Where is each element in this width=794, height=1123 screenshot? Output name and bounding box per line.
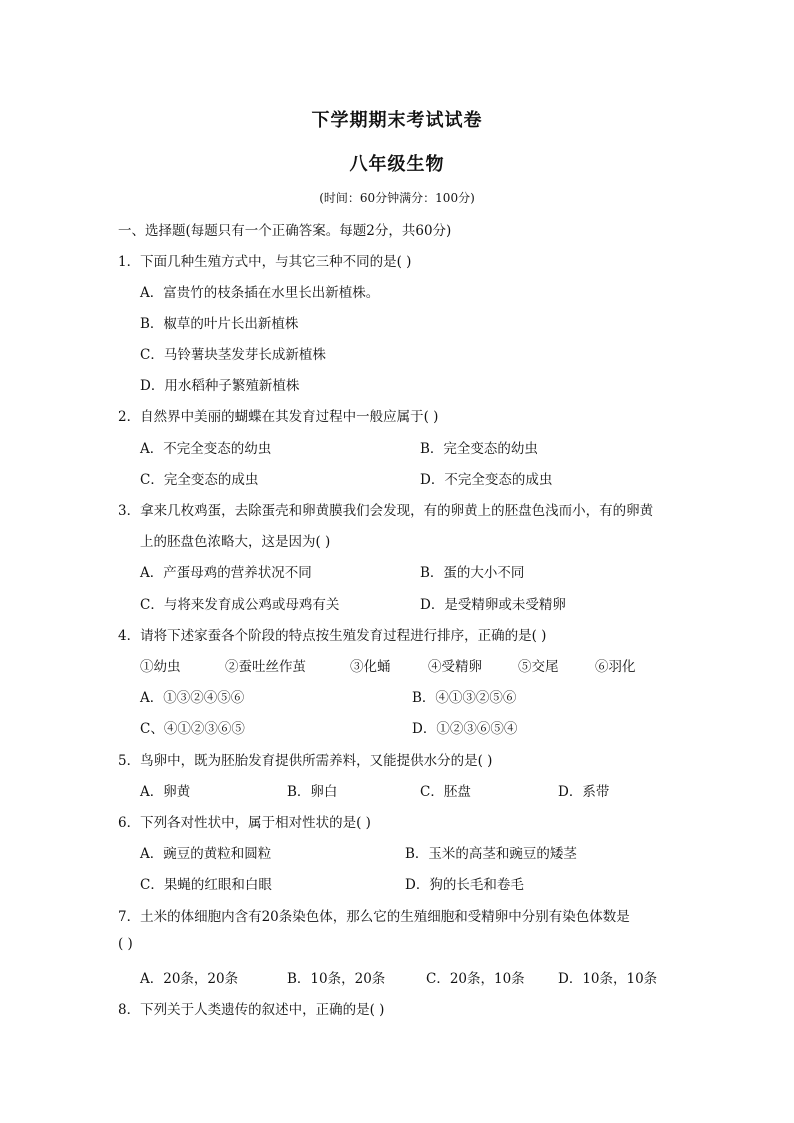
question-4-option-b: B．④①③②⑤⑥: [412, 690, 517, 706]
question-3-option-b: B．蛋的大小不同: [420, 565, 525, 581]
question-2-option-d: D．不完全变态的成虫: [420, 472, 553, 488]
question-6-option-a: A．豌豆的黄粒和圆粒: [140, 846, 272, 862]
question-7-stem: 7．土米的体细胞内含有20条染色体，那么它的生殖细胞和受精卵中分别有染色体数是: [118, 909, 630, 925]
question-2-option-c: C．完全变态的成虫: [140, 472, 259, 488]
question-1-option-d: D．用水稻种子繁殖新植株: [140, 378, 300, 394]
question-6-stem: 6．下列各对性状中，属于相对性状的是( ): [118, 815, 371, 831]
question-1-option-a: A．富贵竹的枝条插在水里长出新植株。: [140, 285, 380, 301]
question-2-stem: 2．自然界中美丽的蝴蝶在其发育过程中一般应属于( ): [118, 409, 439, 425]
question-3-option-a: A．产蛋母鸡的营养状况不同: [140, 565, 312, 581]
question-4-stage-4: ④受精卵: [428, 659, 482, 675]
question-8-stem: 8．下列关于人类遗传的叙述中，正确的是( ): [118, 1002, 385, 1018]
question-5-option-c: C．胚盘: [420, 784, 471, 800]
question-4-stem: 4．请将下述家蚕各个阶段的特点按生殖发育过程进行排序，正确的是( ): [118, 628, 547, 644]
question-3-stem-continued: 上的胚盘色浓略大，这是因为( ): [140, 534, 331, 550]
question-3-option-d: D．是受精卵或未受精卵: [420, 597, 566, 613]
question-4-option-c: C、④①②③⑥⑤: [140, 721, 245, 737]
question-7-option-a: A．20条，20条: [140, 971, 239, 987]
question-4-stage-1: ①幼虫: [140, 659, 181, 675]
exam-subject: 八年级生物: [349, 154, 445, 175]
question-1-option-b: B．椒草的叶片长出新植株: [140, 316, 299, 332]
exam-time-info: (时间：60分钟满分：100分): [319, 191, 475, 205]
question-7-stem-continued: ( ): [118, 936, 133, 952]
question-5-option-d: D．系带: [558, 784, 610, 800]
question-2-option-a: A．不完全变态的幼虫: [140, 441, 272, 457]
question-1-option-c: C．马铃薯块茎发芽长成新植株: [140, 347, 326, 363]
section-heading: 一、选择题(每题只有一个正确答案。每题2分，共60分): [118, 223, 452, 239]
question-4-stage-3: ③化蛹: [350, 659, 391, 675]
question-2-option-b: B．完全变态的幼虫: [420, 441, 538, 457]
question-3-stem: 3．拿来几枚鸡蛋，去除蛋壳和卵黄膜我们会发现，有的卵黄上的胚盘色浅而小，有的卵黄: [118, 503, 654, 519]
question-1-stem: 1．下面几种生殖方式中，与其它三种不同的是( ): [118, 254, 412, 270]
question-6-option-c: C．果蝇的红眼和白眼: [140, 877, 272, 893]
question-5-option-b: B．卵白: [287, 784, 338, 800]
question-7-option-d: D．10条，10条: [558, 971, 658, 987]
question-4-stage-2: ②蚕吐丝作茧: [225, 659, 306, 675]
question-5-option-a: A．卵黄: [140, 784, 191, 800]
question-7-option-b: B．10条，20条: [287, 971, 386, 987]
question-6-option-b: B．玉米的高茎和豌豆的矮茎: [405, 846, 577, 862]
question-6-option-d: D．狗的长毛和卷毛: [405, 877, 524, 893]
question-5-stem: 5．鸟卵中，既为胚胎发育提供所需养料，又能提供水分的是( ): [118, 753, 493, 769]
question-4-option-a: A．①③②④⑤⑥: [140, 690, 245, 706]
question-7-option-c: C．20条，10条: [426, 971, 525, 987]
question-4-stage-5: ⑤交尾: [518, 659, 559, 675]
question-4-option-d: D．①②③⑥⑤④: [412, 721, 518, 737]
question-3-option-c: C．与将来发育成公鸡或母鸡有关: [140, 597, 340, 613]
exam-title: 下学期期末考试试卷: [311, 110, 483, 131]
question-4-stage-6: ⑥羽化: [595, 659, 636, 675]
